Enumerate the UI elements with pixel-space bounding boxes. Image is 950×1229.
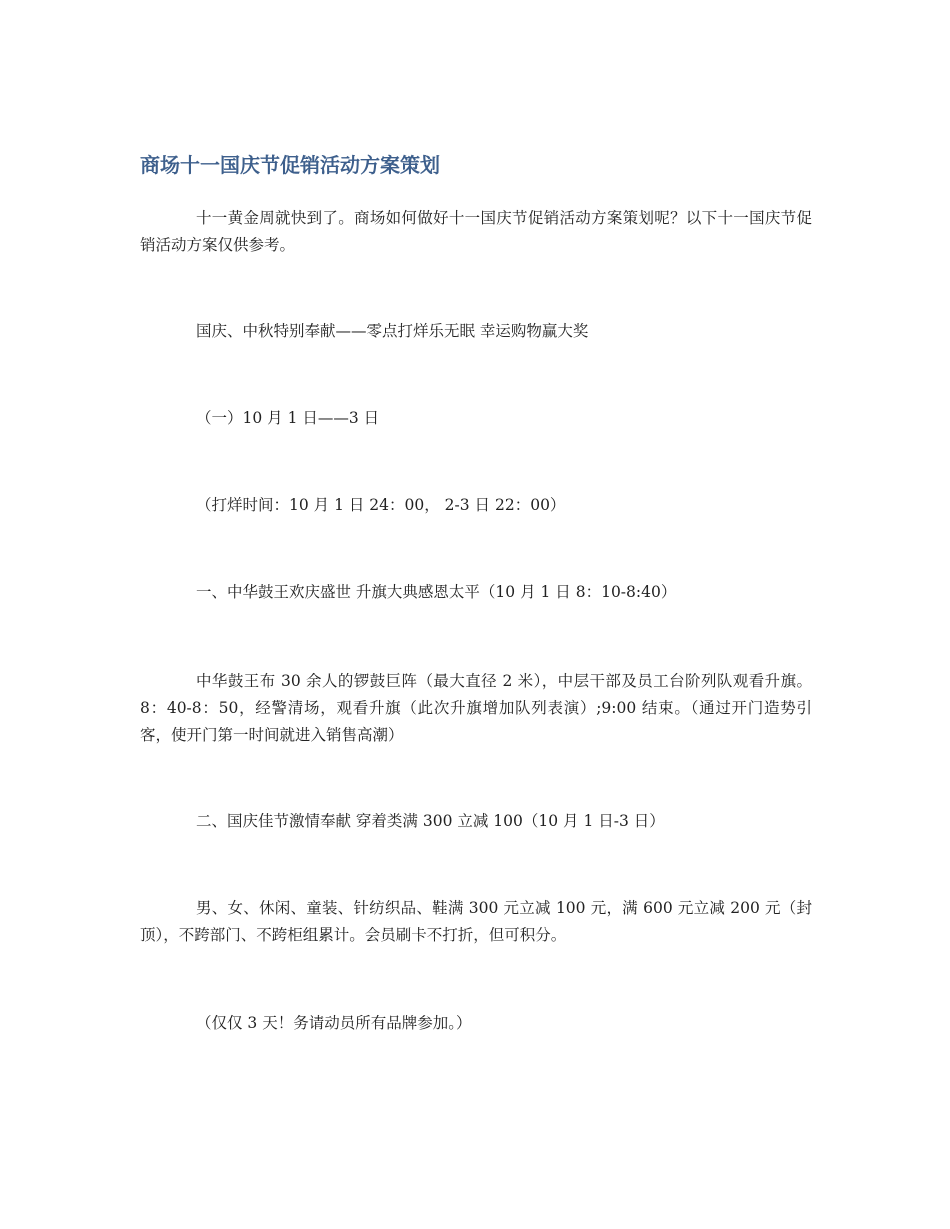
section-2-note: （仅仅 3 天！务请动员所有品牌参加。） xyxy=(196,1014,472,1032)
section-1-heading: 一、中华鼓王欢庆盛世 升旗大典感恩太平（10 月 1 日 8：10-8:40） xyxy=(196,583,677,601)
document-title: 商场十一国庆节促销活动方案策划 xyxy=(140,153,440,177)
section-2-body: 男、女、休闲、童装、针纺织品、鞋满 300 元立减 100 元，满 600 元立减 200 元（封顶），不跨部门、不跨柜组累计。会员刷卡不打折，但可积分。 xyxy=(140,899,812,944)
closing-time-line: （打烊时间：10 月 1 日 24：00， 2-3 日 22：00） xyxy=(196,496,566,514)
date-range-line: （一）10 月 1 日——3 日 xyxy=(196,409,380,427)
intro-paragraph: 十一黄金周就快到了。商场如何做好十一国庆节促销活动方案策划呢？以下十一国庆节促销活动方案仅供参考。 xyxy=(140,209,812,254)
section-2-heading: 二、国庆佳节激情奉献 穿着类满 300 立减 100（10 月 1 日-3 日） xyxy=(196,812,665,830)
section-1-body: 中华鼓王布 30 余人的锣鼓巨阵（最大直径 2 米），中层干部及员工台阶列队观看升旗。8：40-8：50，经警清场，观看升旗（此次升旗增加队列表演）;9:00 结束。（通过开门造势引客，使开门第一时间就进入销售高潮） xyxy=(140,672,812,744)
theme-line: 国庆、中秋特别奉献——零点打烊乐无眠 幸运购物赢大奖 xyxy=(196,322,589,340)
